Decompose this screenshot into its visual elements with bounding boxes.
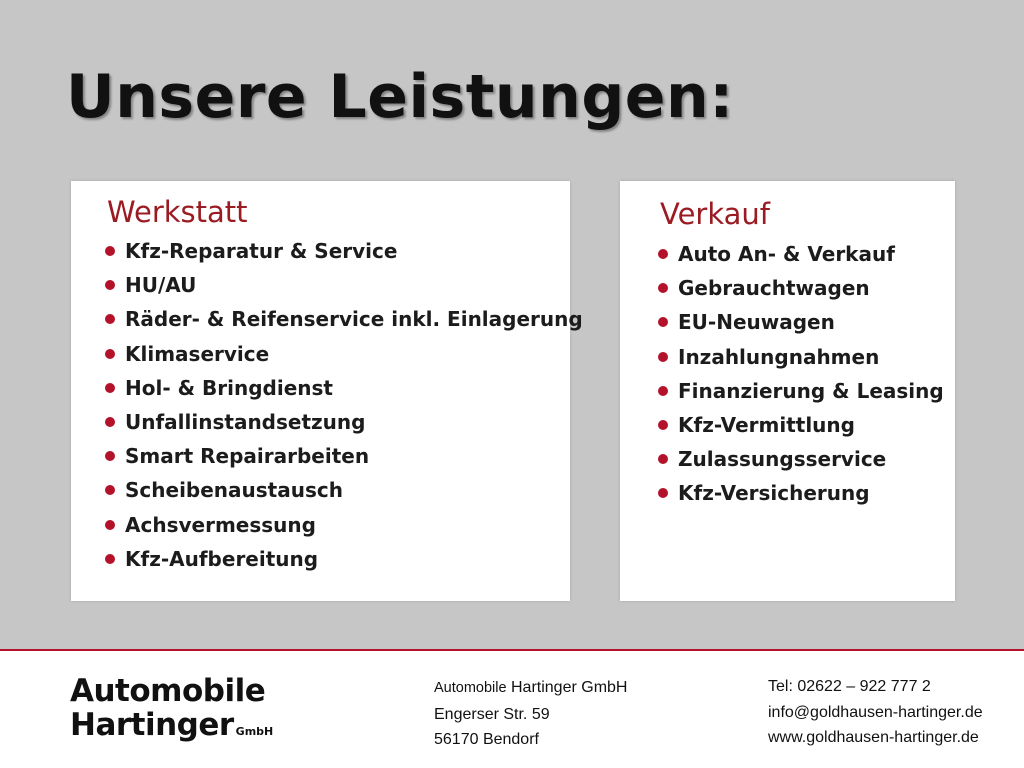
werkstatt-item	[105, 268, 583, 302]
verkauf-item-label: EU-Neuwagen	[678, 310, 835, 335]
footer-divider	[0, 649, 1024, 651]
footer-contact	[768, 674, 983, 751]
bullet-icon	[105, 417, 115, 427]
werkstatt-item	[105, 371, 583, 405]
company-name-prefix: Automobile	[434, 680, 507, 696]
bullet-icon	[105, 246, 115, 256]
verkauf-item	[658, 305, 944, 339]
verkauf-item-label: Kfz-Vermittlung	[678, 412, 855, 437]
bullet-icon	[658, 454, 668, 464]
bullet-icon	[658, 420, 668, 430]
werkstatt-item-label: HU/AU	[125, 273, 197, 298]
werkstatt-item	[105, 439, 583, 473]
bullet-icon	[105, 554, 115, 564]
verkauf-item-label: Inzahlungnahmen	[678, 344, 880, 369]
footer-address	[434, 675, 627, 753]
werkstatt-heading: Werkstatt	[107, 195, 248, 229]
bullet-icon	[658, 249, 668, 259]
verkauf-item	[658, 408, 944, 442]
verkauf-item-label: Finanzierung & Leasing	[678, 378, 944, 403]
verkauf-item	[658, 374, 944, 408]
werkstatt-item	[105, 508, 583, 542]
bullet-icon	[105, 451, 115, 461]
email-link[interactable]: info@goldhausen-hartinger.de	[768, 703, 983, 721]
werkstatt-item-label: Achsvermessung	[125, 512, 316, 537]
verkauf-item	[658, 476, 944, 510]
street: Engerser Str. 59	[434, 705, 550, 723]
verkauf-item	[658, 442, 944, 476]
werkstatt-item-label: Klimaservice	[125, 341, 270, 366]
company-name	[434, 675, 627, 702]
werkstatt-item-label: Unfallinstandsetzung	[125, 409, 366, 434]
werkstatt-item	[105, 234, 583, 268]
bullet-icon	[658, 283, 668, 293]
werkstatt-item-label: Räder- & Reifenservice inkl. Einlagerung	[125, 307, 583, 332]
verkauf-heading: Verkauf	[660, 197, 770, 231]
verkauf-item-label: Kfz-Versicherung	[678, 481, 870, 506]
verkauf-card	[620, 181, 955, 601]
company-logo	[70, 674, 273, 749]
company-name-rest: Hartinger GmbH	[511, 679, 628, 696]
website-link[interactable]: www.goldhausen-hartinger.de	[768, 729, 979, 746]
logo-line1: Automobile	[70, 673, 266, 709]
werkstatt-item-label: Smart Repairarbeiten	[125, 444, 370, 469]
werkstatt-item-label: Scheibenaustausch	[125, 478, 343, 503]
werkstatt-card	[71, 181, 583, 601]
verkauf-item-label: Zulassungsservice	[678, 447, 887, 472]
bullet-icon	[658, 352, 668, 362]
bullet-icon	[658, 488, 668, 498]
werkstatt-item-label: Hol- & Bringdienst	[125, 375, 333, 400]
werkstatt-item	[105, 473, 583, 507]
logo-line2-text: Hartinger	[70, 707, 234, 743]
page-title: Unsere Leistungen:	[66, 62, 734, 132]
phone-number: Tel: 02622 – 922 777 2	[768, 678, 931, 695]
bullet-icon	[658, 386, 668, 396]
logo-suffix: GmbH	[235, 725, 274, 738]
bullet-icon	[105, 349, 115, 359]
verkauf-item	[658, 271, 944, 305]
werkstatt-item	[105, 337, 583, 371]
werkstatt-item	[105, 405, 583, 439]
werkstatt-item	[105, 542, 583, 576]
bullet-icon	[105, 520, 115, 530]
verkauf-list	[658, 237, 944, 511]
bullet-icon	[658, 317, 668, 327]
bullet-icon	[105, 485, 115, 495]
verkauf-item	[658, 237, 944, 271]
bullet-icon	[105, 314, 115, 324]
city: 56170 Bendorf	[434, 731, 539, 748]
verkauf-item-label: Auto An- & Verkauf	[678, 242, 895, 266]
werkstatt-list	[105, 234, 583, 576]
werkstatt-item	[105, 302, 583, 336]
werkstatt-item-label: Kfz-Aufbereitung	[125, 546, 319, 571]
verkauf-item	[658, 340, 944, 374]
logo-line2	[70, 708, 273, 749]
verkauf-item-label: Gebrauchtwagen	[678, 276, 870, 301]
bullet-icon	[105, 280, 115, 290]
bullet-icon	[105, 383, 115, 393]
werkstatt-item-label: Kfz-Reparatur & Service	[125, 239, 398, 263]
